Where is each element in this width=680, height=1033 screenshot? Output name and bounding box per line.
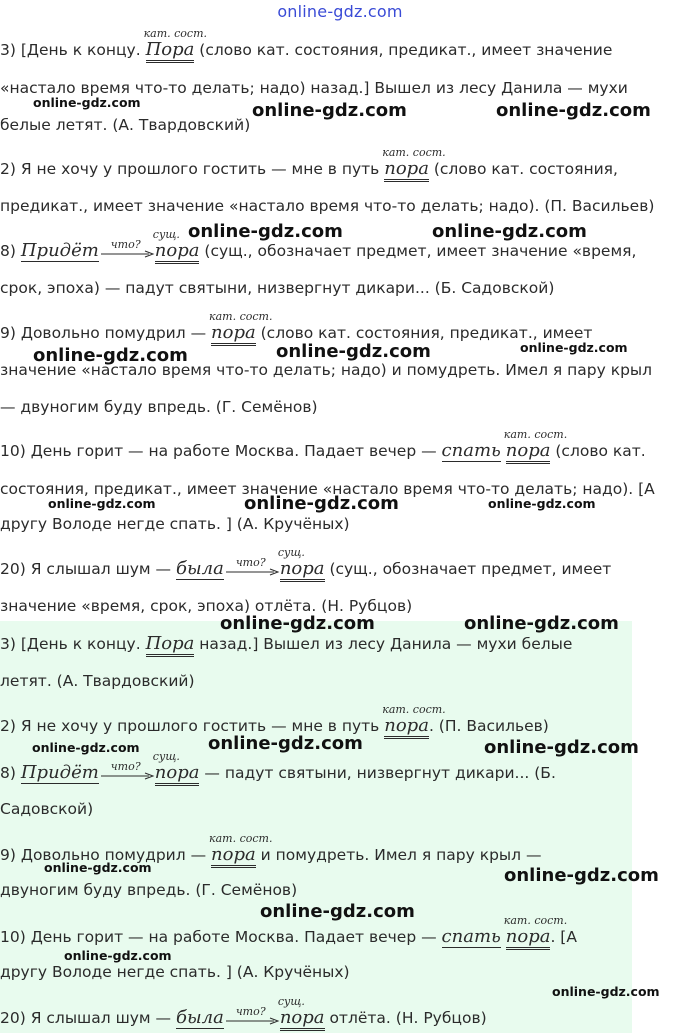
s5-line1: 10) День горит — на работе Москва. Падает вечер — спать кат. сост. пора (слово кат. xyxy=(0,441,646,464)
arrow-icon: что? xyxy=(99,763,155,783)
watermark: online-gdz.com xyxy=(520,340,628,355)
watermark: online-gdz.com xyxy=(208,733,363,754)
word-spat: спать xyxy=(441,926,501,947)
watermark: online-gdz.com xyxy=(44,860,152,875)
watermark: online-gdz.com xyxy=(252,100,407,121)
g6-line1: 20) Я слышал шум — была что? сущ. пора отлёта. (Н. Рубцов) xyxy=(0,1008,487,1031)
word-pora: кат. сост. пора xyxy=(506,441,551,464)
word-pora: кат. сост. пора xyxy=(384,716,429,739)
word-spat: спать xyxy=(441,440,501,461)
watermark: online-gdz.com xyxy=(552,984,660,999)
word-pora: сущ. пора xyxy=(155,763,200,786)
word-pora: кат. сост. пора xyxy=(384,159,429,182)
word-pora: сущ. пора xyxy=(155,241,200,264)
word-pridyot: Придёт xyxy=(20,240,99,261)
s6-line2: значение «время, срок, эпоха) отлёта. (Н. Рубцов) xyxy=(0,597,413,615)
arrow-icon: что? xyxy=(224,1008,280,1028)
word-pora: кат. сост. пора xyxy=(211,845,256,868)
g5-line2: другу Володе негде спать. ] (А. Кручёных) xyxy=(0,963,350,981)
s2-line1: 2) Я не хочу у прошлого гостить — мне в путь кат. сост. пора (слово кат. состояния, xyxy=(0,159,618,182)
watermark: online-gdz.com xyxy=(276,341,431,362)
watermark: online-gdz.com xyxy=(260,901,415,922)
watermark: online-gdz.com xyxy=(244,493,399,514)
g4-line2: двуногим буду впредь. (Г. Семёнов) xyxy=(0,881,298,899)
watermark: online-gdz.com xyxy=(496,100,651,121)
s5-line2: состояния, предикат., имеет значение «настало время что-то делать; надо). [А xyxy=(0,480,655,498)
g1-line2: летят. (А. Твардовский) xyxy=(0,672,195,690)
word-pora: Пора xyxy=(146,634,195,657)
arrow-icon: что? xyxy=(99,241,155,261)
s1-line3: белые летят. (А. Твардовский) xyxy=(0,116,251,134)
word-pora: кат. сост. пора xyxy=(211,323,256,346)
s4-line3: — двуногим буду впредь. (Г. Семёнов) xyxy=(0,398,318,416)
arrow-icon: что? xyxy=(224,559,280,579)
s4-line2: значение «настало время что-то делать; надо) и помудреть. Имел я пару крыл xyxy=(0,361,653,379)
watermark: online-gdz.com xyxy=(32,740,140,755)
word-pora: сущ. пора xyxy=(280,1008,325,1031)
watermark: online-gdz.com xyxy=(188,221,343,242)
watermark: online-gdz.com xyxy=(488,496,596,511)
watermark: online-gdz.com xyxy=(64,948,172,963)
word-pora: сущ. пора xyxy=(280,559,325,582)
g1-line1: 3) [День к концу. Пора назад.] Вышел из лесу Данила — мухи белые xyxy=(0,634,572,657)
s3-line1: 8) Придёт что? сущ. пора (сущ., обозначает предмет, имеет значение «время, xyxy=(0,241,636,264)
s6-line1: 20) Я слышал шум — была что? сущ. пора (сущ., обозначает предмет, имеет xyxy=(0,559,611,582)
watermark: online-gdz.com xyxy=(220,613,375,634)
word-pora: кат. сост. пора xyxy=(506,927,551,950)
s4-line1: 9) Довольно помудрил — кат. сост. пора (слово кат. состояния, предикат., имеет xyxy=(0,323,592,346)
watermark: online-gdz.com xyxy=(33,345,188,366)
s3-line2: срок, эпоха) — падут святыни, низвергнут дикари... (Б. Садовской) xyxy=(0,279,555,297)
watermark: online-gdz.com xyxy=(504,865,659,886)
s1-line2: «настало время что-то делать; надо) назад.] Вышел из лесу Данила — мухи xyxy=(0,79,628,97)
watermark: online-gdz.com xyxy=(464,613,619,634)
g5-line1: 10) День горит — на работе Москва. Падает вечер — спать кат. сост. пора. [А xyxy=(0,927,577,950)
g3-line2: Садовской) xyxy=(0,800,94,818)
watermark: online-gdz.com xyxy=(484,737,639,758)
word-byla: была xyxy=(175,558,224,579)
s1-line1: 3) [День к концу. кат. сост. Пора (слово кат. состояния, предикат., имеет значение xyxy=(0,40,612,63)
g4-line1: 9) Довольно помудрил — кат. сост. пора и помудреть. Имел я пару крыл — xyxy=(0,845,541,868)
watermark: online-gdz.com xyxy=(33,95,141,110)
g2-line1: 2) Я не хочу у прошлого гостить — мне в путь кат. сост. пора. (П. Васильев) xyxy=(0,716,549,739)
header-watermark: online-gdz.com xyxy=(277,2,403,21)
g3-line1: 8) Придёт что? сущ. пора — падут святыни, низвергнут дикари... (Б. xyxy=(0,763,556,786)
s5-line3: другу Володе негде спать. ] (А. Кручёных) xyxy=(0,515,350,533)
watermark: online-gdz.com xyxy=(432,221,587,242)
watermark: online-gdz.com xyxy=(48,496,156,511)
word-byla: была xyxy=(175,1007,224,1028)
word-pridyot: Придёт xyxy=(20,762,99,783)
word-pora: кат. сост. Пора xyxy=(146,40,195,63)
s2-line2: предикат., имеет значение «настало время что-то делать; надо). (П. Васильев) xyxy=(0,197,655,215)
